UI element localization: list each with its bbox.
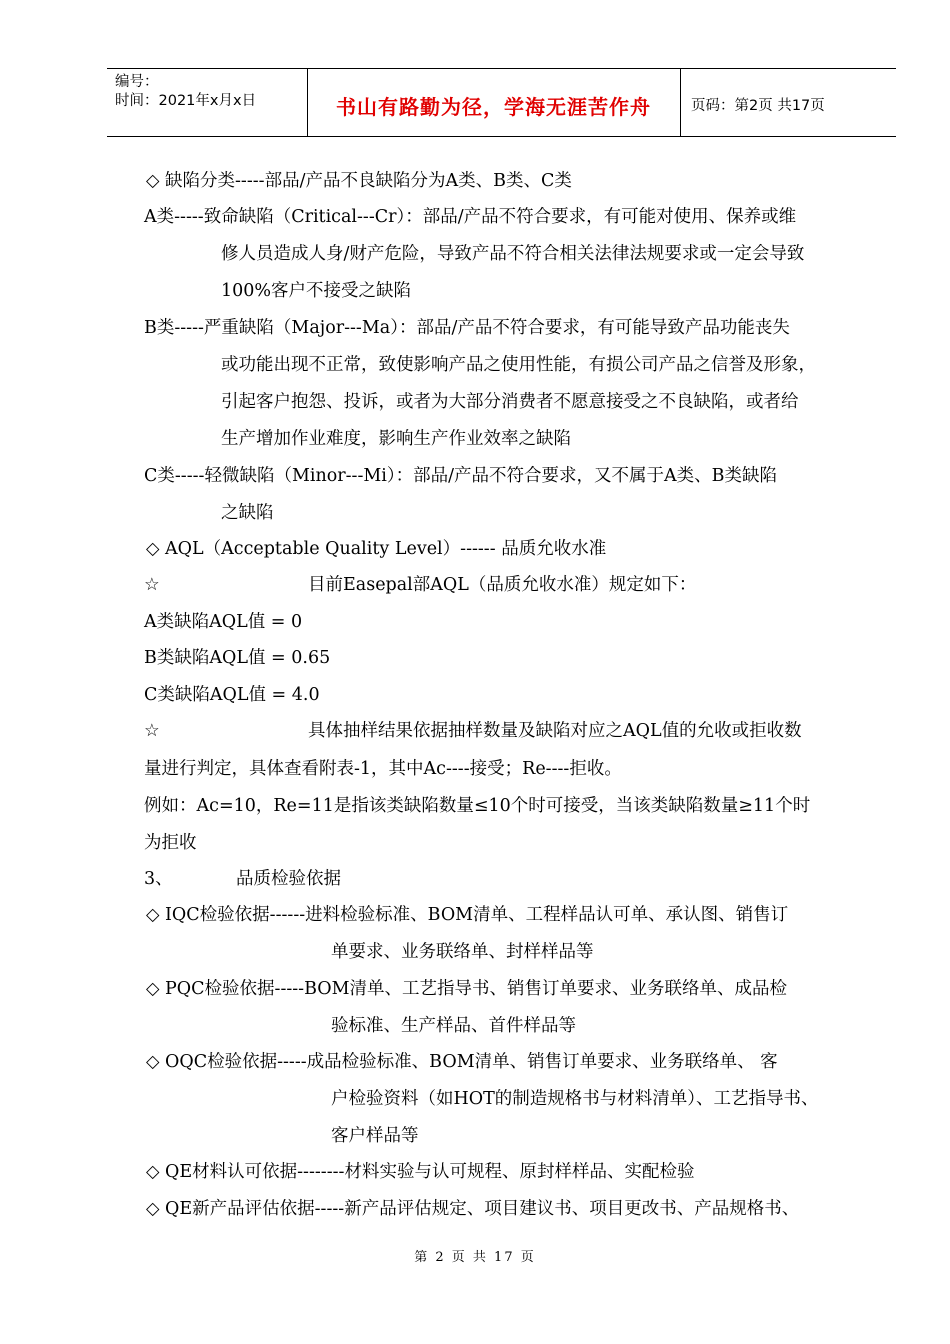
text-line: 或功能出现不正常，致使影响产品之使用性能，有损公司产品之信誉及形象， xyxy=(221,355,816,375)
text-line: 验标准、生产样品、首件样品等 xyxy=(331,1016,576,1036)
text-line: 具体抽样结果依据抽样数量及缺陷对应之AQL值的允收或拒收数 xyxy=(308,721,802,741)
text-line: 量进行判定，具体查看附表-1，其中Ac----接受；Re----拒收。 xyxy=(144,759,622,779)
text-line: ◇ IQC检验依据------进料检验标准、BOM清单、工程样品认可单、承认图、销售订 xyxy=(146,905,789,925)
section-number: 3、 xyxy=(144,869,173,889)
number-label: 编号： xyxy=(115,74,159,90)
text-line: 为拒收 xyxy=(144,833,197,853)
header-meta xyxy=(115,73,256,111)
text-line: C类缺陷AQL值 = 4.0 xyxy=(144,685,320,705)
page-header xyxy=(107,68,896,137)
text-line: A类缺陷AQL值 = 0 xyxy=(144,612,303,632)
page-footer: 第 2 页 共 17 页 xyxy=(414,1250,536,1265)
text-line: 单要求、业务联络单、封样样品等 xyxy=(331,942,594,962)
text-line: 客户样品等 xyxy=(331,1126,419,1146)
text-line: 例如：Ac=10，Re=11是指该类缺陷数量≤10个时可接受，当该类缺陷数量≥11个时 xyxy=(144,796,811,816)
star-icon: ☆ xyxy=(144,575,160,595)
text-line: ◇ OQC检验依据-----成品检验标准、BOM清单、销售订单要求、业务联络单、 客 xyxy=(146,1052,778,1072)
text-line: 修人员造成人身/财产危险，导致产品不符合相关法律法规要求或一定会导致 xyxy=(221,244,805,264)
text-line: ◇ PQC检验依据-----BOM清单、工艺指导书、销售订单要求、业务联络单、成品检 xyxy=(146,979,788,999)
text-line: 100%客户不接受之缺陷 xyxy=(221,281,412,301)
header-motto: 书山有路勤为径，学海无涯苦作舟 xyxy=(336,95,651,119)
text-line: 生产增加作业难度，影响生产作业效率之缺陷 xyxy=(221,429,571,449)
text-line: B类-----严重缺陷（Major---Ma）：部品/产品不符合要求，有可能导致产品功能丧失 xyxy=(144,318,790,338)
header-divider xyxy=(680,69,681,136)
date-line: 时间：2021年x月x日 xyxy=(115,93,257,109)
star-icon: ☆ xyxy=(144,721,160,741)
header-page-info: 页码：第2页 共17页 xyxy=(691,98,825,114)
section-title: 品质检验依据 xyxy=(236,869,341,889)
text-line: ◇ QE新产品评估依据-----新产品评估规定、项目建议书、项目更改书、产品规格书、 xyxy=(146,1199,800,1219)
text-line: 目前Easepal部AQL（品质允收水准）规定如下： xyxy=(308,575,697,595)
text-line: A类-----致命缺陷（Critical---Cr）：部品/产品不符合要求，有可能对使用、保养或维 xyxy=(144,207,797,227)
text-line: 引起客户抱怨、投诉，或者为大部分消费者不愿意接受之不良缺陷，或者给 xyxy=(221,392,799,412)
text-line: ◇ AQL（Acceptable Quality Level）------ 品质允收水准 xyxy=(146,539,607,559)
text-line: B类缺陷AQL值 = 0.65 xyxy=(144,648,331,668)
text-line: 户检验资料（如HOT的制造规格书与材料清单）、工艺指导书、 xyxy=(331,1089,819,1109)
text-line: 之缺陷 xyxy=(221,503,274,523)
text-line: C类-----轻微缺陷（Minor---Mi）：部品/产品不符合要求，又不属于A类、B类缺陷 xyxy=(144,466,778,486)
text-line: ◇ QE材料认可依据--------材料实验与认可规程、原封样样品、实配检验 xyxy=(146,1162,695,1182)
text-line: ◇ 缺陷分类-----部品/产品不良缺陷分为A类、B类、C类 xyxy=(146,171,572,191)
